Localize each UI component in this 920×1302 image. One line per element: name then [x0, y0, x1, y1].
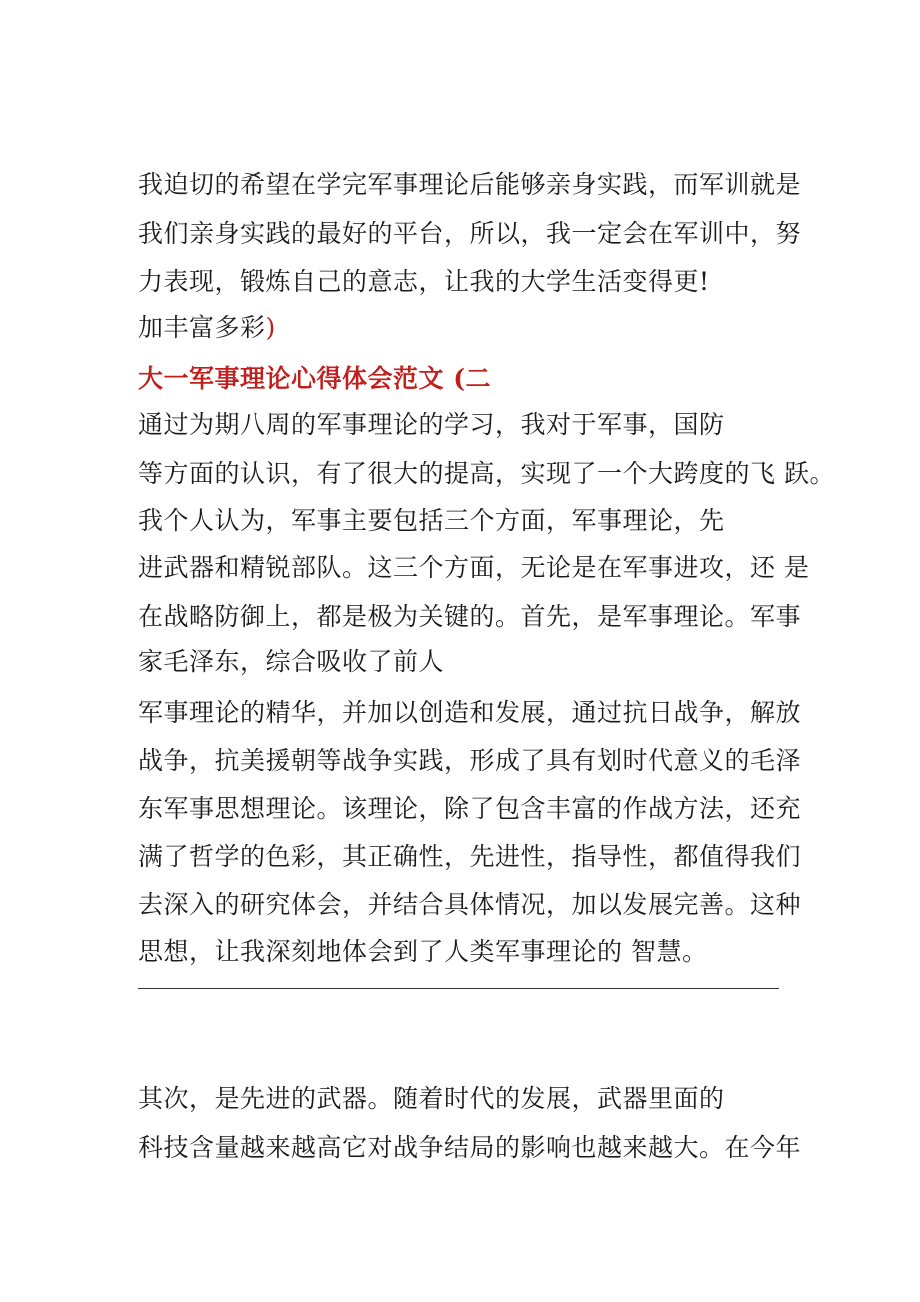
paragraph-line: 东军事思想理论。该理论，除了包含丰富的作战方法，还充 [138, 794, 802, 823]
paragraph-line: 通过为期八周的军事理论的学习，我对于军事，国防 [138, 410, 725, 439]
paragraph-line: 去深入的研究体会，并结合具体情况，加以发展完善。这种 [138, 890, 802, 919]
paragraph-line: 科技含量越来越高它对战争结局的影响也越来越大。在今年 [138, 1133, 802, 1162]
paragraph-line: 我迫切的希望在学完军事理论后能够亲身实践，而军训就是 [138, 170, 802, 199]
paragraph-line: 满了哲学的色彩，其正确性，先进性，指导性，都值得我们 [138, 842, 802, 871]
paragraph-line: 我们亲身实践的最好的平台，所以，我一定会在军训中，努 [138, 219, 802, 248]
paragraph-text: 加丰富多彩 [138, 313, 266, 342]
paragraph-line: 在战略防御上，都是极为关键的。首先，是军事理论。军事 [138, 602, 802, 631]
paragraph-line: 其次，是先进的武器。随着时代的发展，武器里面的 [138, 1084, 725, 1113]
closing-paren: ) [265, 313, 276, 342]
paragraph-line: 思想，让我深刻地体会到了人类军事理论的 智慧。 [138, 937, 708, 966]
horizontal-divider [138, 988, 779, 989]
paragraph-line-with-paren [138, 313, 276, 343]
paragraph-line: 军事理论的精华，并加以创造和发展，通过抗日战争，解放 [138, 698, 802, 727]
paragraph-line: 进武器和精锐部队。这三个方面，无论是在军事进攻，还 是 [138, 553, 810, 582]
paragraph-line: 等方面的认识，有了很大的提高，实现了一个大跨度的飞 跃。 [138, 459, 835, 488]
paragraph-line: 力表现，锻炼自己的意志，让我的大学生活变得更! [138, 267, 710, 296]
paragraph-line: 我个人认为，军事主要包括三个方面，军事理论，先 [138, 506, 725, 535]
paragraph-line: 家毛泽东，综合吸收了前人 [138, 647, 445, 676]
paragraph-line: 战争，抗美援朝等战争实践，形成了具有划时代意义的毛泽 [138, 746, 802, 775]
section-heading: 大一军事理论心得体会范文 (二 [138, 364, 492, 393]
